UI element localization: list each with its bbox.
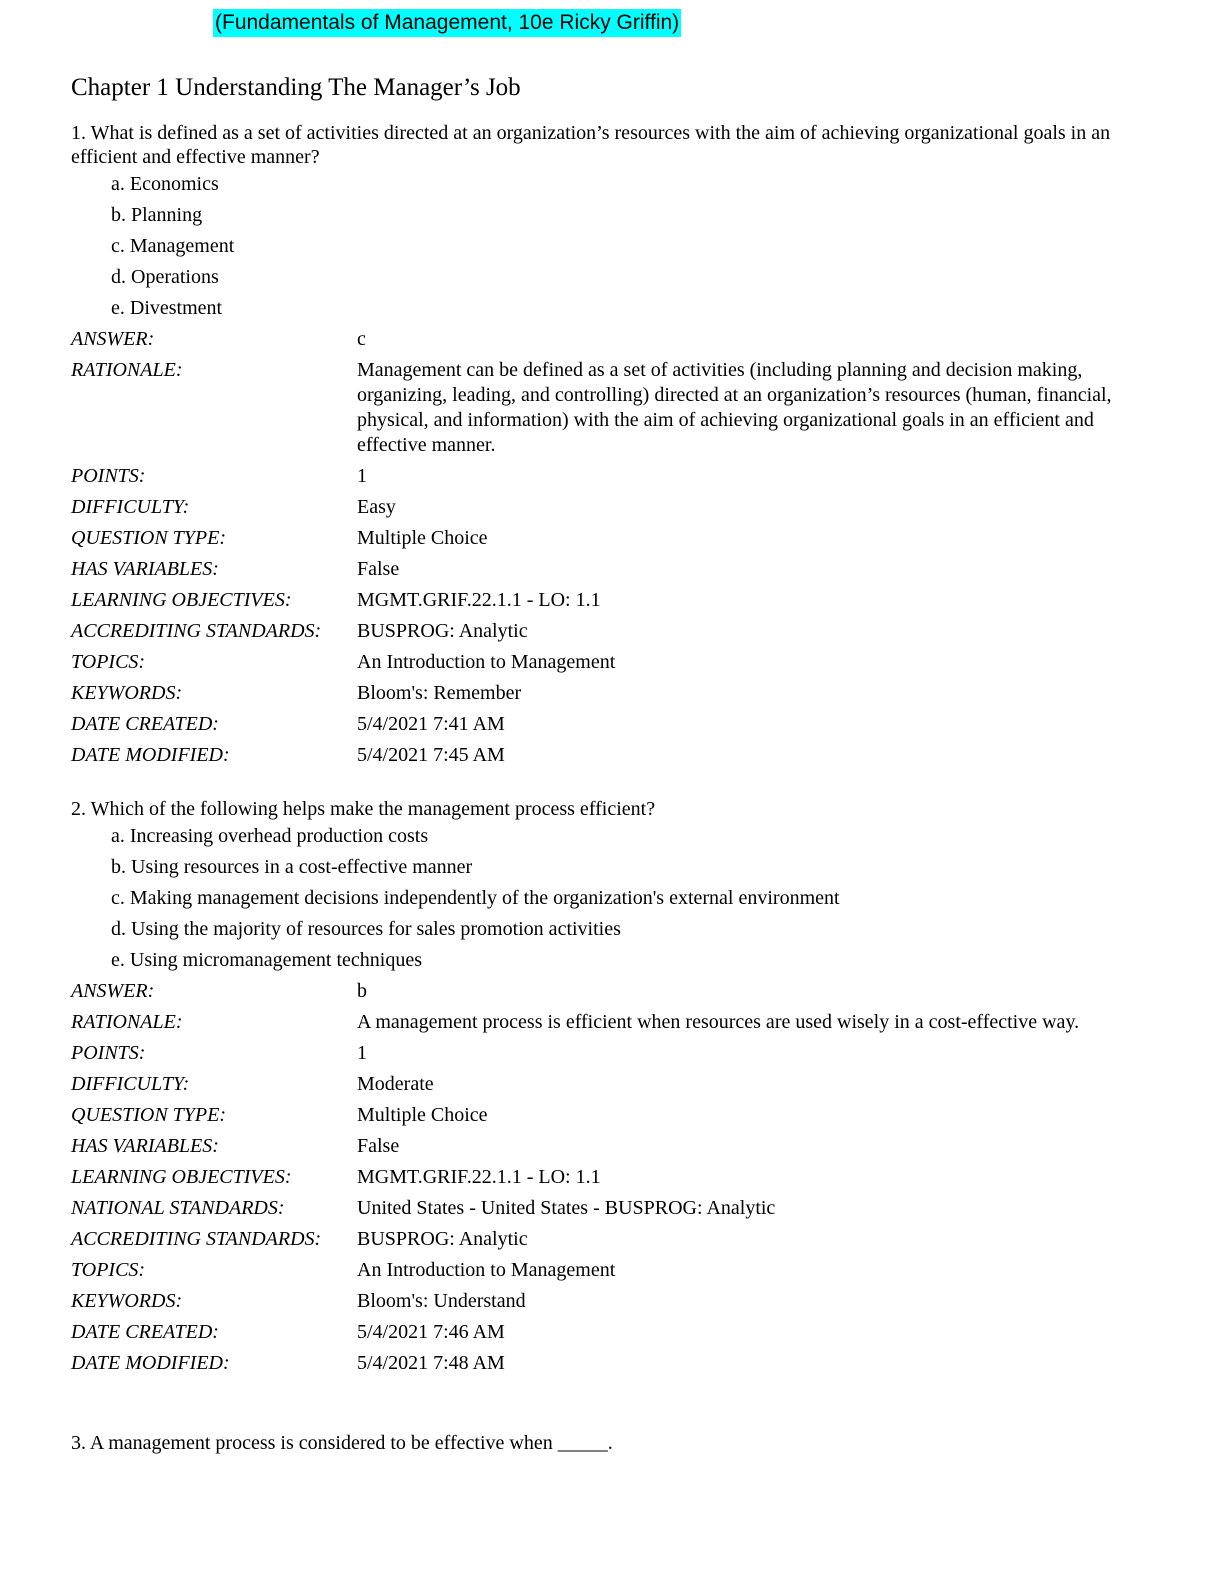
meta-label: TOPICS: (71, 651, 146, 673)
document-banner: (Fundamentals of Management, 10e Ricky Griffin) (213, 9, 681, 37)
meta-label: POINTS: (71, 465, 146, 487)
meta-value: An Introduction to Management (357, 651, 616, 673)
meta-label: RATIONALE: (71, 359, 183, 381)
meta-value: 5/4/2021 7:45 AM (357, 744, 505, 766)
meta-row-topics (71, 647, 1131, 678)
meta-value: Moderate (357, 1073, 434, 1095)
option-d: d. Operations (111, 266, 219, 288)
meta-value: 5/4/2021 7:46 AM (357, 1321, 505, 1343)
meta-row-date-created (71, 709, 1131, 740)
meta-label: KEYWORDS: (71, 1290, 183, 1312)
meta-row-has-variables (71, 554, 1131, 585)
question-1 (71, 121, 1131, 771)
meta-row-keywords (71, 678, 1131, 709)
meta-value: BUSPROG: Analytic (357, 1228, 528, 1250)
meta-value: 1 (357, 1042, 367, 1064)
question-metadata (71, 976, 1131, 1379)
meta-row-accrediting-standards (71, 1224, 1131, 1255)
option-b: b. Planning (111, 204, 203, 226)
option-a: a. Economics (111, 173, 219, 195)
meta-label: DIFFICULTY: (71, 1073, 190, 1095)
meta-value: Multiple Choice (357, 527, 488, 549)
meta-label: HAS VARIABLES: (71, 558, 219, 580)
meta-label: ACCREDITING STANDARDS: (71, 1228, 322, 1250)
meta-label: TOPICS: (71, 1259, 146, 1281)
question-stem: 3. A management process is considered to be effective when _____. (71, 1432, 613, 1454)
meta-value: Bloom's: Understand (357, 1290, 526, 1312)
meta-value: Bloom's: Remember (357, 682, 522, 704)
meta-row-keywords (71, 1286, 1131, 1317)
meta-row-national-standards (71, 1193, 1131, 1224)
meta-value: b (357, 980, 367, 1002)
meta-value: 1 (357, 465, 367, 487)
meta-value: Easy (357, 496, 396, 518)
meta-label: ANSWER: (71, 980, 155, 1002)
meta-row-accrediting-standards (71, 616, 1131, 647)
meta-label: DATE MODIFIED: (71, 744, 230, 766)
meta-label: POINTS: (71, 1042, 146, 1064)
meta-value: 5/4/2021 7:41 AM (357, 713, 505, 735)
meta-row-points (71, 1038, 1131, 1069)
question-3 (71, 1431, 1131, 1455)
meta-label: ANSWER: (71, 328, 155, 350)
meta-label: DATE CREATED: (71, 1321, 219, 1343)
meta-row-answer (71, 324, 1131, 355)
meta-row-rationale (71, 1007, 1131, 1038)
meta-label: HAS VARIABLES: (71, 1135, 219, 1157)
meta-row-learning-objectives (71, 585, 1131, 616)
meta-label: NATIONAL STANDARDS: (71, 1197, 285, 1219)
meta-value: A management process is efficient when resources are used wisely in a cost-effective way. (357, 1011, 1080, 1033)
meta-value: BUSPROG: Analytic (357, 620, 528, 642)
meta-label: LEARNING OBJECTIVES: (71, 589, 292, 611)
option-c: c. Making management decisions independently of the organization's external environment (111, 887, 840, 909)
meta-row-rationale (71, 355, 1131, 461)
answer-options (71, 821, 1131, 976)
meta-value: c (357, 328, 366, 350)
meta-label: QUESTION TYPE: (71, 1104, 227, 1126)
option-e: e. Using micromanagement techniques (111, 949, 423, 971)
meta-row-date-modified (71, 740, 1131, 771)
answer-options (71, 169, 1131, 324)
meta-label: RATIONALE: (71, 1011, 183, 1033)
question-stem: 1. What is defined as a set of activities directed at an organization’s resources with the aim of achieving organizational goals in an efficient and effective manner? (71, 122, 1111, 168)
meta-row-difficulty (71, 492, 1131, 523)
meta-value: 5/4/2021 7:48 AM (357, 1352, 505, 1374)
meta-value: An Introduction to Management (357, 1259, 616, 1281)
meta-value: Management can be defined as a set of activities (including planning and decision making, organizing, leading, and controlling) directed at an organization’s resources (human, financial, physical, and information) with the aim of achieving organizational goals in an efficient and effective manner. (357, 359, 1112, 456)
meta-row-date-modified (71, 1348, 1131, 1379)
meta-value: MGMT.GRIF.22.1.1 - LO: 1.1 (357, 1166, 601, 1188)
option-b: b. Using resources in a cost-effective manner (111, 856, 473, 878)
meta-row-learning-objectives (71, 1162, 1131, 1193)
meta-label: ACCREDITING STANDARDS: (71, 620, 322, 642)
meta-label: DIFFICULTY: (71, 496, 190, 518)
meta-label: DATE CREATED: (71, 713, 219, 735)
question-stem: 2. Which of the following helps make the management process efficient? (71, 798, 656, 820)
meta-value: False (357, 1135, 400, 1157)
meta-value: False (357, 558, 400, 580)
option-c: c. Management (111, 235, 235, 257)
meta-row-difficulty (71, 1069, 1131, 1100)
meta-row-date-created (71, 1317, 1131, 1348)
meta-label: DATE MODIFIED: (71, 1352, 230, 1374)
meta-value: MGMT.GRIF.22.1.1 - LO: 1.1 (357, 589, 601, 611)
option-d: d. Using the majority of resources for sales promotion activities (111, 918, 621, 940)
meta-row-question-type (71, 1100, 1131, 1131)
meta-row-points (71, 461, 1131, 492)
meta-value: Multiple Choice (357, 1104, 488, 1126)
meta-row-topics (71, 1255, 1131, 1286)
option-a: a. Increasing overhead production costs (111, 825, 429, 847)
meta-value: United States - United States - BUSPROG: Analytic (357, 1197, 776, 1219)
meta-row-question-type (71, 523, 1131, 554)
meta-label: QUESTION TYPE: (71, 527, 227, 549)
question-metadata (71, 324, 1131, 771)
meta-row-has-variables (71, 1131, 1131, 1162)
question-2 (71, 797, 1131, 1379)
meta-label: LEARNING OBJECTIVES: (71, 1166, 292, 1188)
meta-label: KEYWORDS: (71, 682, 183, 704)
chapter-title: Chapter 1 Understanding The Manager’s Job (71, 74, 521, 101)
meta-row-answer (71, 976, 1131, 1007)
option-e: e. Divestment (111, 297, 223, 319)
